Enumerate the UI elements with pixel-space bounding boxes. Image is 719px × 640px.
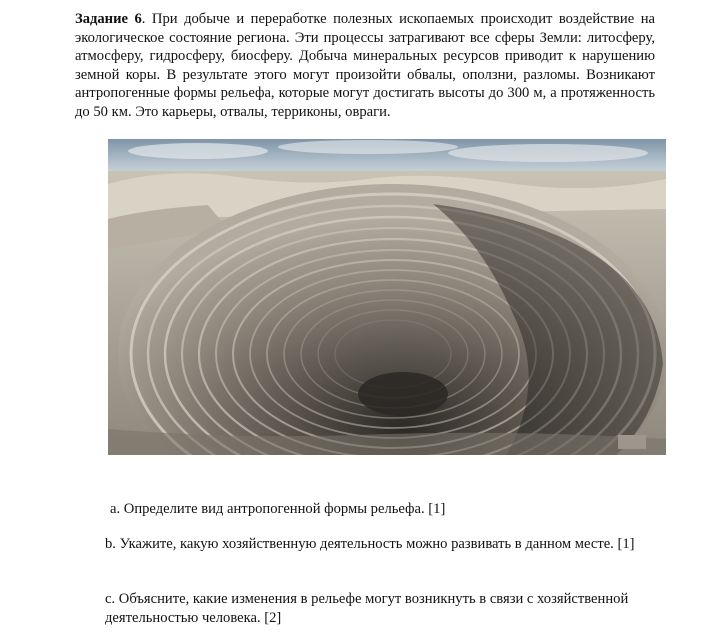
task-label: Задание 6 <box>75 11 142 27</box>
open-pit-mine-photo <box>108 139 666 455</box>
task-text: . При добыче и переработке полезных ископаемых происходит воздействие на экологическое состояние региона. Эти процессы затрагивают все сферы Земли: литосферу, атмосферу, гидросферу, биосферу. Добыча минеральных ресурсов приводит к нарушению земной коры. В результате этого могут произойти обвалы, оползни, разломы. Возникают антропогенные формы рельефа, которые могут достигать высоты до 300 м, а протяженность до 50 км. Это карьеры, отвалы, терриконы, овраги. <box>75 11 656 120</box>
question-a: a. Определите вид антропогенной формы рельефа. [1] <box>110 501 446 517</box>
task-paragraph <box>75 10 655 122</box>
question-b: b. Укажите, какую хозяйственную деятельность можно развивать в данном месте. [1] <box>105 536 635 552</box>
question-c: c. Объясните, какие изменения в рельефе могут возникнуть в связи с хозяйственной деятельностью человека. [2] <box>105 591 629 626</box>
